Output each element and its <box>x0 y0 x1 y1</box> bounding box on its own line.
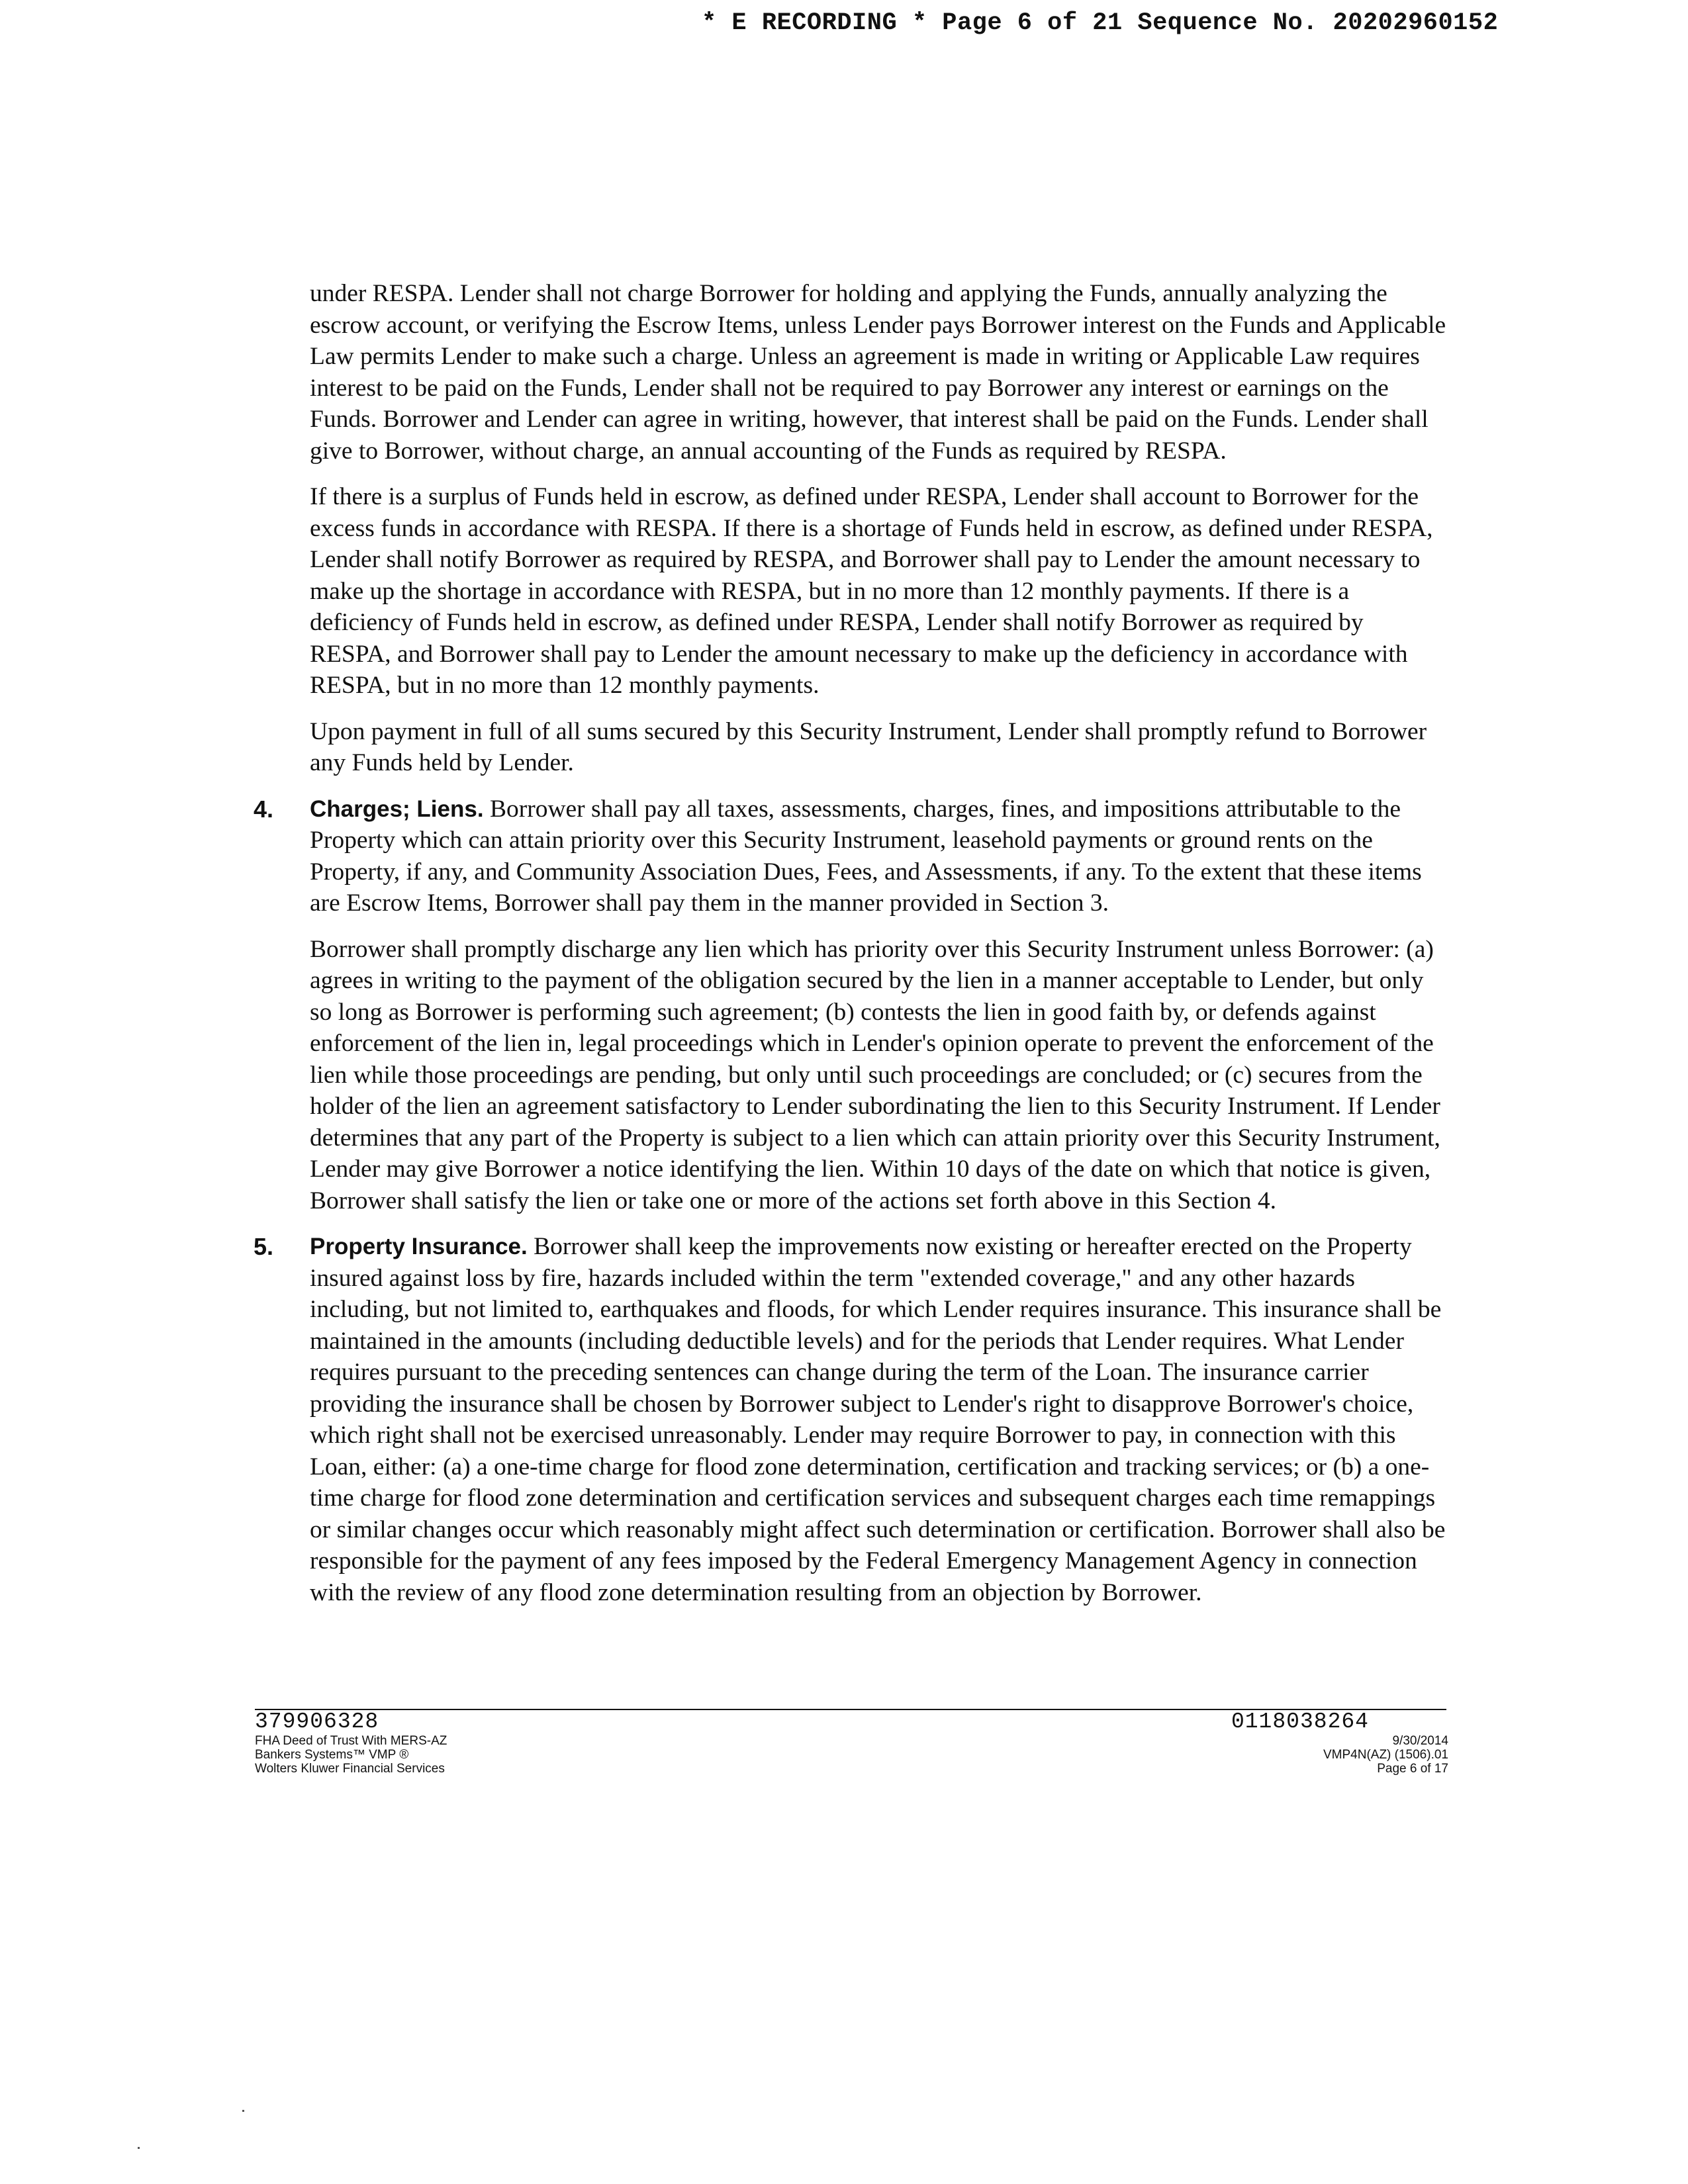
paragraph-escrow-surplus: If there is a surplus of Funds held in escrow, as defined under RESPA, Lender shall account to Borrower for the excess funds in accordance with RESPA. If there is a shortage of Funds held in escrow, as defined under RESPA, Lender shall notify Borrower as required by RESPA, and Borrower shall pay to Lender the amount necessary to make up the shortage in accordance with RESPA, but in no more than 12 monthly payments. If there is a deficiency of Funds held in escrow, as defined under RESPA, Lender shall notify Borrower as required by RESPA, and Borrower shall pay to Lender the amount necessary to make up the deficiency in accordance with RESPA, but in no more than 12 monthly payments. <box>310 483 1433 699</box>
footer-form-code: VMP4N(AZ) (1506).01 <box>1323 1748 1448 1762</box>
footer-date: 9/30/2014 <box>1392 1734 1448 1748</box>
footer-form-name: FHA Deed of Trust With MERS-AZ <box>255 1734 447 1748</box>
section-4-number: 4. <box>254 795 274 823</box>
section-4-paragraph-1 <box>310 794 1448 919</box>
scan-speck <box>138 2147 140 2149</box>
paragraph-respa-charges: under RESPA. Lender shall not charge Borrower for holding and applying the Funds, annually analyzing the escrow account, or verifying the Escrow Items, unless Lender pays Borrower interest on the Funds and Applicable Law permits Lender to make such a charge. Unless an agreement is made in writing or Applicable Law requires interest to be paid on the Funds, Lender shall not be required to pay Borrower any interest or earnings on the Funds. Borrower and Lender can agree in writing, however, that interest shall be paid on the Funds. Lender shall give to Borrower, without charge, an annual accounting of the Funds as required by RESPA. <box>310 280 1446 465</box>
recording-stamp: * E RECORDING * Page 6 of 21 Sequence No. 20202960152 <box>702 9 1499 37</box>
document-body <box>254 278 1448 1623</box>
footer-company: Wolters Kluwer Financial Services <box>255 1762 445 1776</box>
section-4-text: Borrower shall pay all taxes, assessments, charges, fines, and impositions attributable to the Property which can attain priority over this Security Instrument, leasehold payments or ground rents on the Property, if any, and Community Association Dues, Fees, and Assessments, if any. To the extent that these items are Escrow Items, Borrower shall pay them in the manner provided in Section 3. <box>310 795 1422 917</box>
footer-publisher: Bankers Systems™ VMP ® <box>255 1748 409 1762</box>
section-4 <box>254 794 1448 1217</box>
section-5-number: 5. <box>254 1233 274 1260</box>
paragraph-refund: Upon payment in full of all sums secured by this Security Instrument, Lender shall promptly refund to Borrower any Funds held by Lender. <box>310 717 1427 776</box>
footer-right <box>1231 1710 1448 1776</box>
footer-left-number: 379906328 <box>255 1709 379 1734</box>
section-4-heading: Charges; Liens. <box>310 796 484 822</box>
section-5-heading: Property Insurance. <box>310 1234 528 1259</box>
footer-page-number: Page 6 of 17 <box>1377 1762 1448 1776</box>
section-5-text: Borrower shall keep the improvements now existing or hereafter erected on the Property insured against loss by fire, hazards included within the term "extended coverage," and any other hazards including, but not limited to, earthquakes and floods, for which Lender requires insurance. This insurance shall be maintained in the amounts (including deductible levels) and for the periods that Lender requires. What Lender requires pursuant to the preceding sentences can change during the term of the Loan. The insurance carrier providing the insurance shall be chosen by Borrower subject to Lender's right to disapprove Borrower's choice, which right shall not be exercised unreasonably. Lender may require Borrower to pay, in connection with this Loan, either: (a) a one-time charge for flood zone determination, certification and tracking services; or (b) a one-time charge for flood zone determination and certification services and subsequent charges each time remappings or similar changes occur which reasonably might affect such determination or certification. Borrower shall also be responsible for the payment of any fees imposed by the Federal Emergency Management Agency in connection with the review of any flood zone determination resulting from an objection by Borrower. <box>310 1233 1446 1606</box>
footer-right-number: 0118038264 <box>1231 1709 1369 1734</box>
scan-speck <box>242 2110 244 2112</box>
section-5-paragraph-1 <box>310 1231 1448 1608</box>
section-4-paragraph-2: Borrower shall promptly discharge any lien which has priority over this Security Instrument unless Borrower: (a) agrees in writing to the payment of the obligation secured by the lien in a manner acceptable to Lender, but only so long as Borrower is performing such agreement; (b) contests the lien in good faith by, or defends against enforcement of the lien in, legal proceedings which in Lender's opinion operate to prevent the enforcement of the lien while those proceedings are pending, but only until such proceedings are concluded; or (c) secures from the holder of the lien an agreement satisfactory to Lender subordinating the lien to this Security Instrument. If Lender determines that any part of the Property is subject to a lien which can attain priority over this Security Instrument, Lender may give Borrower a notice identifying the lien. Within 10 days of the date on which that notice is given, Borrower shall satisfy the lien or take one or more of the actions set forth above in this Section 4. <box>310 935 1440 1214</box>
footer-left <box>255 1710 447 1776</box>
section-5 <box>254 1231 1448 1608</box>
